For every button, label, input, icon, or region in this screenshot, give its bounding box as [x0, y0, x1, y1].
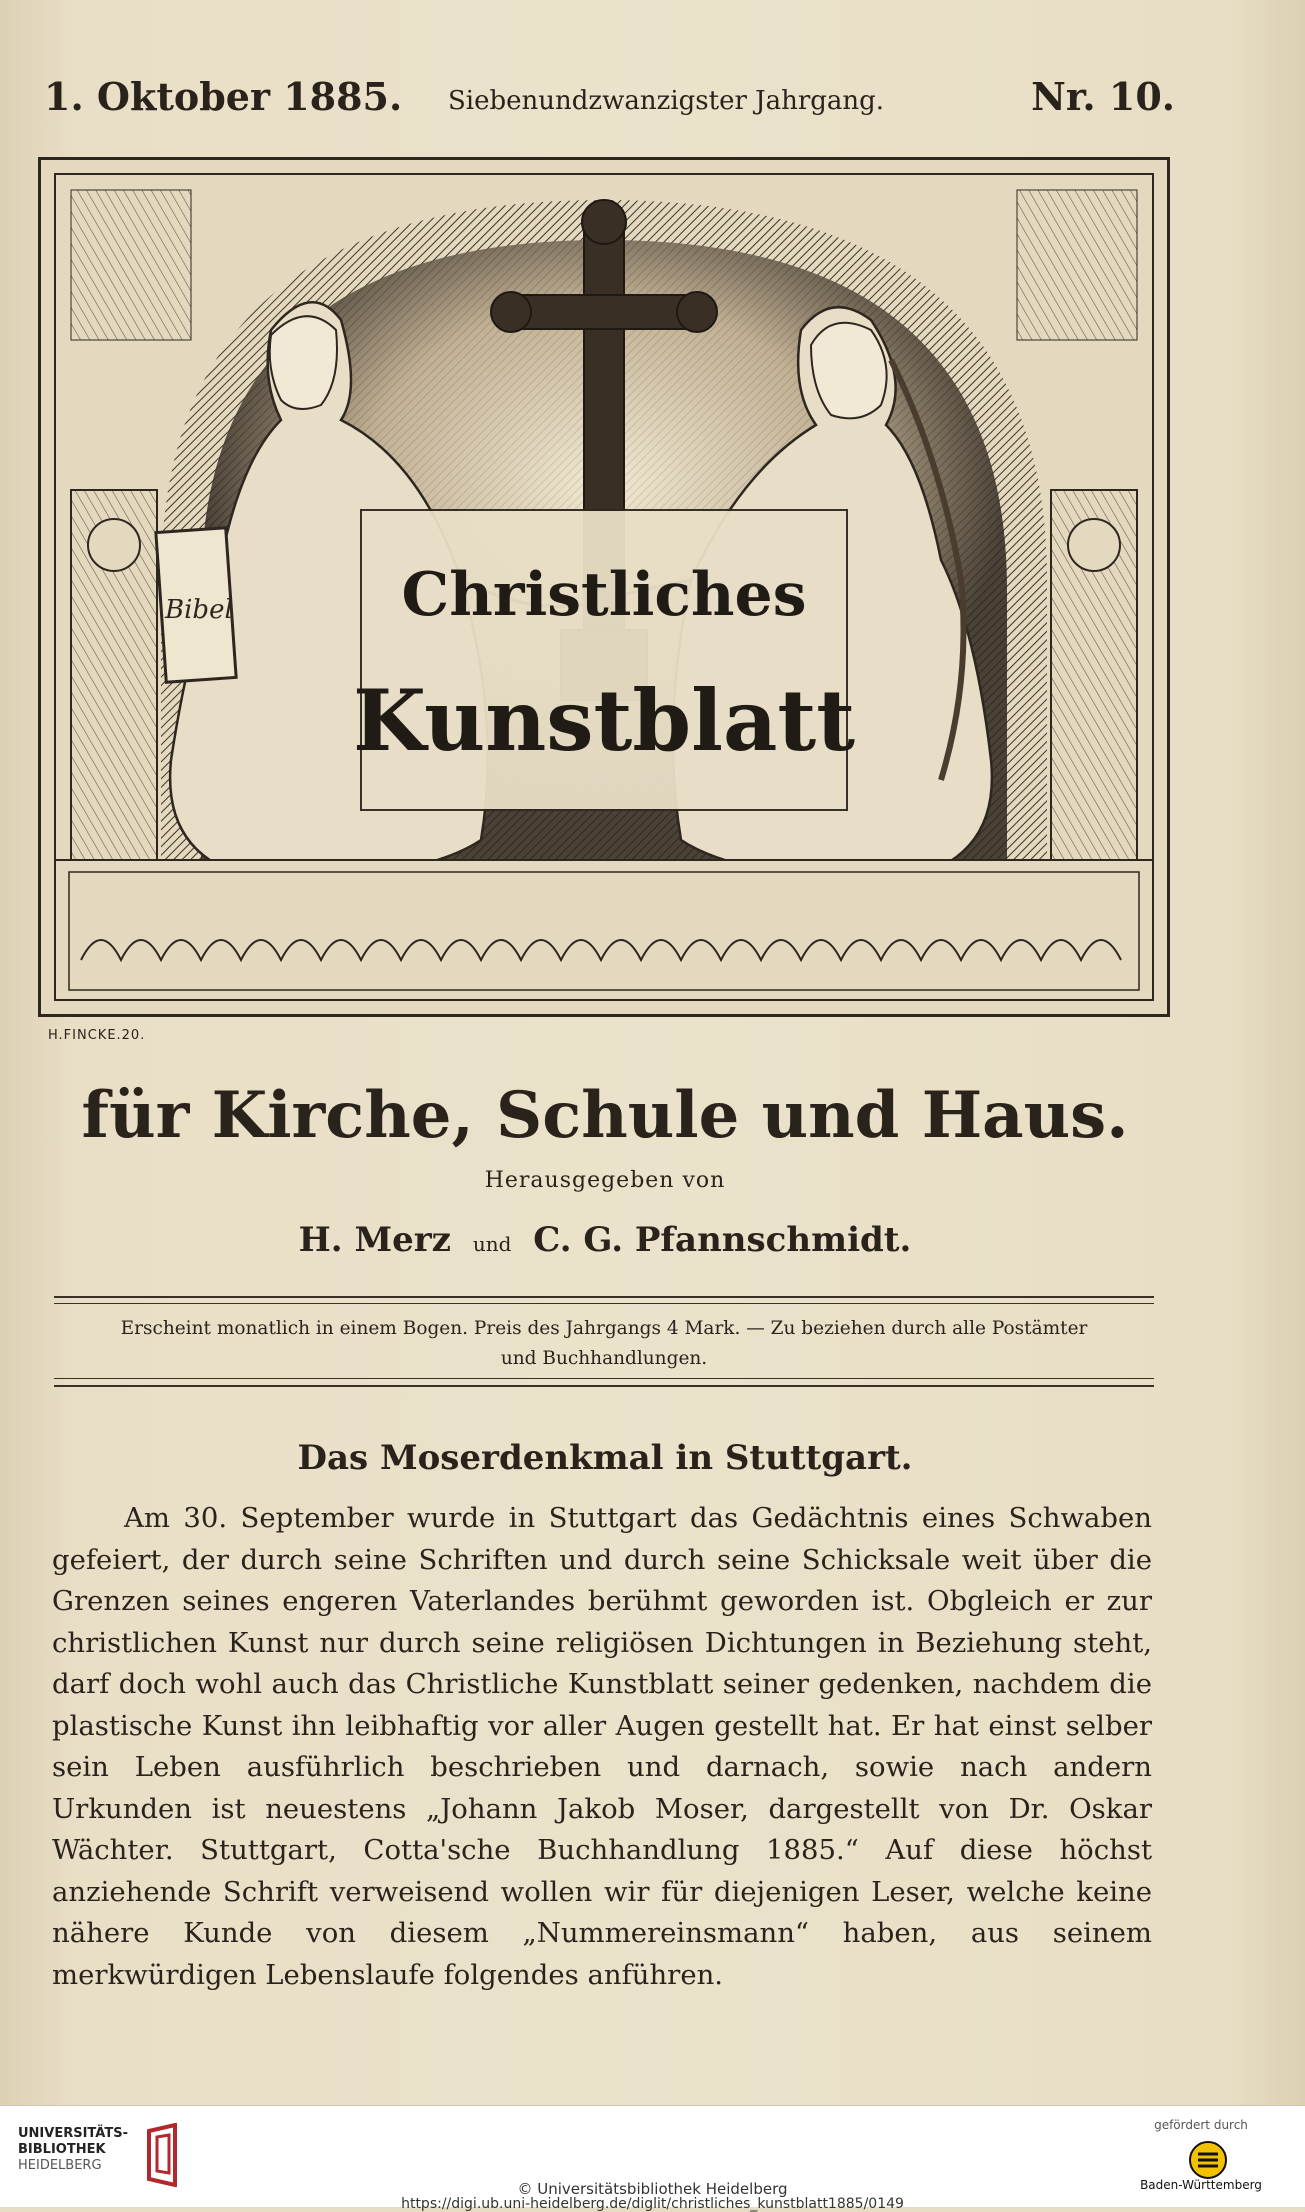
editor-name-1: H. Merz [298, 1220, 451, 1260]
article-body [52, 1498, 1152, 1996]
notice-line-2: und Buchhandlungen. [500, 1348, 708, 1369]
notice-line-1: Erscheint monatlich in einem Bogen. Preis des Jahrgangs 4 Mark. — Zu beziehen durch alle Postämter [120, 1318, 1088, 1339]
funded-label: gefördert durch [1154, 2118, 1248, 2132]
journal-subtitle: für Kirche, Schule und Haus. [81, 1078, 1129, 1153]
state-seal-icon [1188, 2140, 1228, 2180]
copyright-notice: © Universitätsbibliothek Heidelberg [517, 2180, 788, 2198]
issue-date: 1. Oktober 1885. [44, 74, 403, 119]
masthead-engraving [41, 160, 1167, 1014]
volume-label: Siebenundzwanzigster Jahrgang. [448, 86, 885, 116]
library-mark-icon [145, 2123, 181, 2187]
illustrator-signature: H.FINCKE.20. [48, 1028, 146, 1043]
masthead-title-line1: Christliches [401, 560, 807, 630]
library-name-line2: BIBLIOTHEK [18, 2142, 106, 2157]
divider-top-inner [54, 1303, 1154, 1304]
library-name-line3: HEIDELBERG [18, 2158, 102, 2173]
divider-bottom-inner [54, 1378, 1154, 1379]
article-paragraph: Am 30. September wurde in Stuttgart das Gedächtnis eines Schwaben gefeiert, der durch seine Schriften und durch seine Schicksale weit über die Grenzen seines engeren Vaterlandes berühmt geworden ist. Obgleich er zur christlichen Kunst nur durch seine religiösen Dichtungen in Beziehung steht, darf doch wohl auch das Christliche Kunstblatt seiner gedenken, nachdem die plastische Kunst ihn leibhaftig vor aller Augen gestellt hat. Er hat einst selber sein Leben ausführlich beschrieben und darnach, sowie nach andern Urkunden ist neuestens „Johann Jakob Moser, dargestellt von Dr. Oskar Wächter. Stuttgart, Cotta'sche Buchhandlung 1885.“ Auf diese höchst anziehende Schrift verweisend wollen wir für diejenigen Leser, welche keine nähere Kunde von diesem „Nummereinsmann“ haben, aus seinem merkwürdigen Lebenslaufe folgendes anführen. [52, 1502, 1152, 1991]
article-title: Das Moserdenkmal in Stuttgart. [297, 1438, 913, 1478]
editors-and: und [472, 1232, 512, 1256]
masthead-title-line2: Kunstblatt [352, 671, 856, 770]
masthead-illustration [38, 157, 1170, 1017]
funder-name: Baden-Württemberg [1140, 2178, 1262, 2192]
divider-top [54, 1296, 1154, 1298]
editors-intro: Herausgegeben von [484, 1168, 726, 1193]
subscription-notice [60, 1314, 1148, 1374]
editors-line [0, 1220, 1210, 1260]
permalink[interactable]: https://digi.ub.uni-heidelberg.de/diglit/christliches_kunstblatt1885/0149 [401, 2196, 904, 2212]
divider-bottom [54, 1385, 1154, 1387]
library-name-line1: UNIVERSITÄTS- [18, 2126, 128, 2141]
editor-name-2: C. G. Pfannschmidt. [533, 1220, 912, 1260]
bible-label: Bibel [165, 595, 233, 625]
issue-number: Nr. 10. [1031, 74, 1175, 119]
